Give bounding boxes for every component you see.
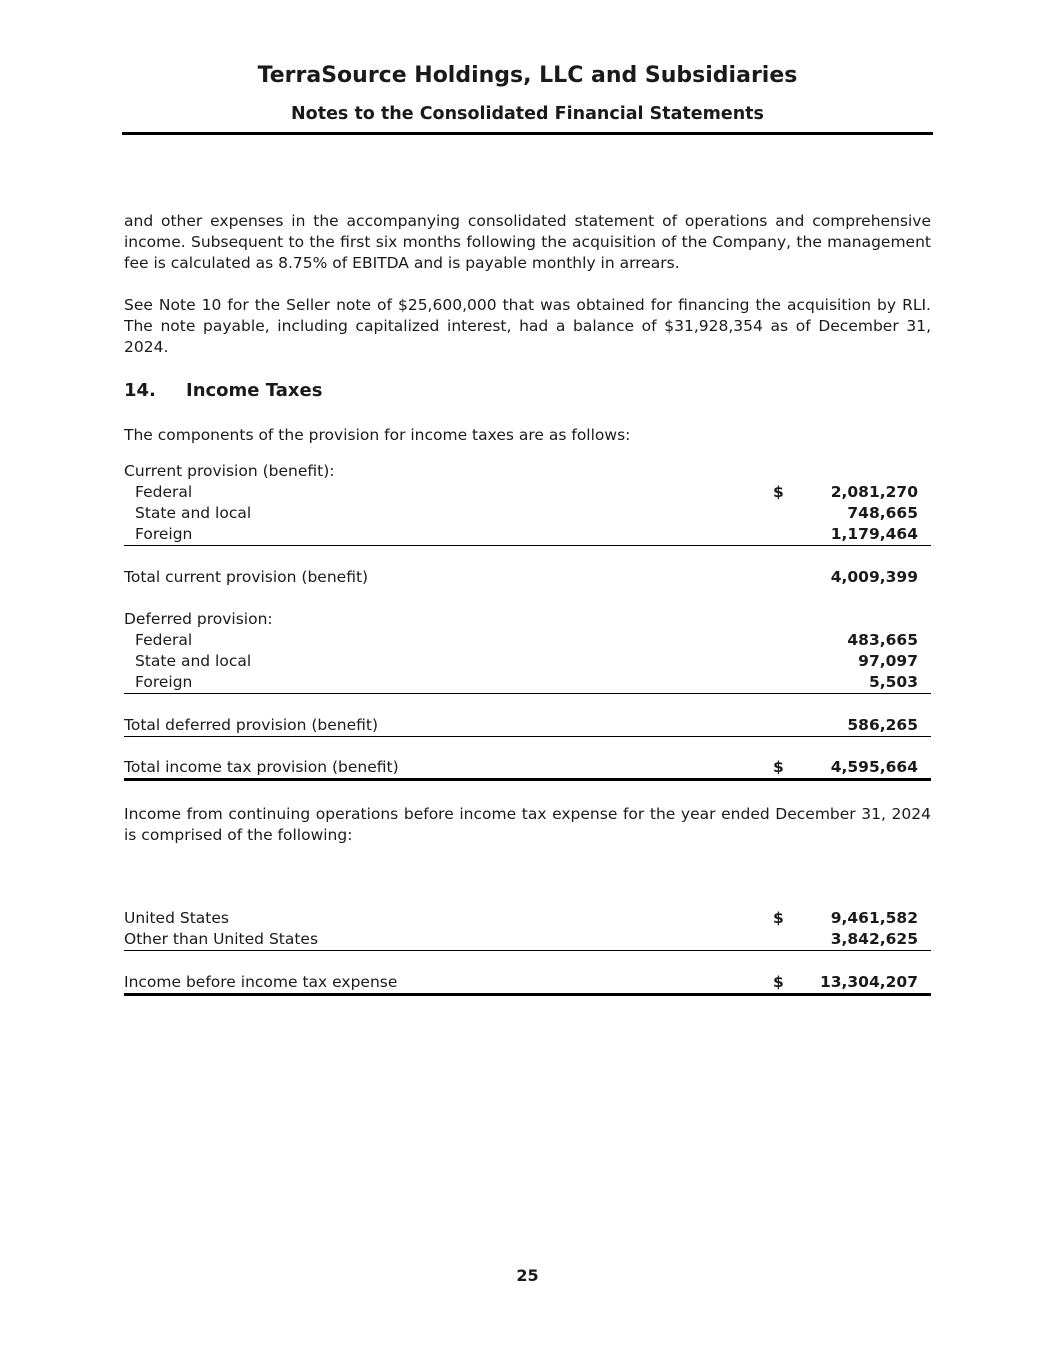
table-row	[124, 651, 931, 672]
page-number: 25	[516, 1266, 539, 1285]
dollar-sign: $	[773, 973, 784, 991]
section-title: Income Taxes	[186, 380, 323, 401]
section-heading	[124, 379, 931, 403]
table-row	[124, 567, 931, 588]
header-rule	[122, 132, 933, 135]
row-label: Foreign	[135, 673, 193, 691]
dollar-sign: $	[773, 758, 784, 776]
row-label: Foreign	[135, 525, 193, 543]
row-label: Other than United States	[124, 930, 319, 948]
row-value: 9,461,582	[830, 909, 918, 927]
total-rule	[124, 993, 931, 996]
paragraph-seller-note: See Note 10 for the Seller note of $25,600,000 that was obtained for financing the acquisition by RLI. The note payable, including capitalized interest, had a balance of $31,928,354 as of December 31, 2024.	[124, 296, 931, 356]
row-value: 748,665	[847, 504, 918, 522]
row-value: 586,265	[847, 716, 918, 734]
table-row	[124, 524, 931, 545]
row-value: 5,503	[868, 673, 918, 691]
table-row	[124, 908, 931, 929]
subtotal-rule	[124, 693, 931, 694]
row-value: 483,665	[847, 631, 918, 649]
provision-table	[124, 461, 931, 778]
section-number: 14.	[124, 380, 156, 401]
table-row	[124, 757, 931, 778]
paragraph-management-fee: and other expenses in the accompanying consolidated statement of operations and comprehensive income. Subsequent to the first six months following the acquisition of the Company, the management fee is calculated as 8.75% of EBITDA and is payable monthly in arrears.	[124, 212, 931, 272]
table-row	[124, 461, 931, 482]
table-row	[124, 972, 931, 993]
table-row	[124, 929, 931, 950]
subtotal-rule	[124, 736, 931, 737]
dollar-sign: $	[773, 909, 784, 927]
row-value: 3,842,625	[830, 930, 918, 948]
subtotal-rule	[124, 950, 931, 951]
income-table	[124, 908, 931, 993]
table-row	[124, 672, 931, 693]
document-subtitle: Notes to the Consolidated Financial Statements	[291, 104, 764, 124]
table-row	[124, 715, 931, 736]
row-label: Total deferred provision (benefit)	[124, 716, 379, 734]
row-value: 4,595,664	[830, 758, 918, 776]
row-value: 1,179,464	[830, 525, 918, 543]
row-label: Total income tax provision (benefit)	[124, 758, 399, 776]
deferred-heading: Deferred provision:	[124, 610, 273, 628]
row-label: Federal	[135, 483, 193, 501]
section-intro: The components of the provision for income taxes are as follows:	[124, 426, 631, 444]
row-label: Income before income tax expense	[124, 973, 398, 991]
table-row	[124, 630, 931, 651]
page-header	[122, 60, 933, 126]
total-rule	[124, 778, 931, 781]
row-label: Total current provision (benefit)	[124, 568, 369, 586]
company-name: TerraSource Holdings, LLC and Subsidiaries	[257, 63, 798, 88]
subtotal-rule	[124, 545, 931, 546]
row-label: Federal	[135, 631, 193, 649]
dollar-sign: $	[773, 483, 784, 501]
row-value: 97,097	[858, 652, 918, 670]
table-row	[124, 482, 931, 503]
current-heading: Current provision (benefit):	[124, 462, 335, 480]
row-label: United States	[124, 909, 229, 927]
row-value: 2,081,270	[830, 483, 918, 501]
continuing-ops-intro: Income from continuing operations before income tax expense for the year ended December 31, 2024 is comprised of the following:	[124, 805, 931, 844]
row-value: 13,304,207	[819, 973, 918, 991]
row-label: State and local	[135, 652, 252, 670]
row-value: 4,009,399	[830, 568, 918, 586]
table-row	[124, 609, 931, 630]
table-row	[124, 503, 931, 524]
row-label: State and local	[135, 504, 252, 522]
